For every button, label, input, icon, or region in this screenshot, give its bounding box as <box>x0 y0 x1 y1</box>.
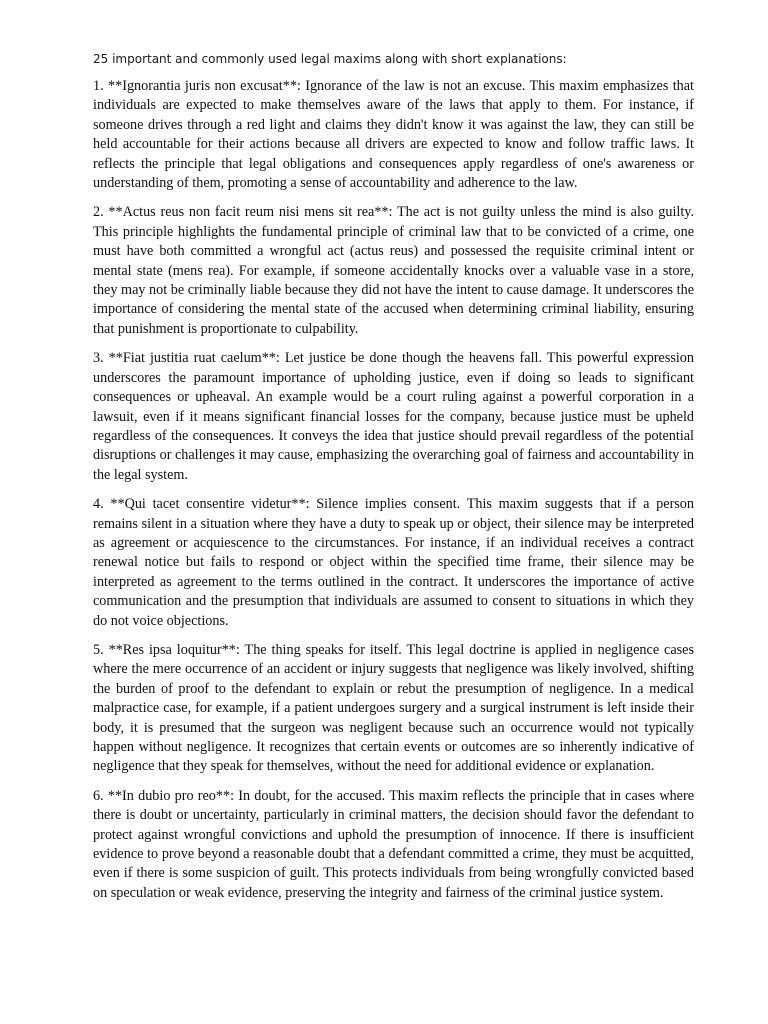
maxim-paragraph-4: 4. **Qui tacet consentire videtur**: Silence implies consent. This maxim suggests that if a person remains silent in a situation where they have a duty to speak up or object, their silence may be interpreted as agreement or acquiescence to the circumstances. For instance, if an individual receives a contract renewal notice but fails to respond or object within the specified time frame, their silence may be interpreted as agreement to the terms outlined in the contract. It underscores the importance of active communication and the presumption that individuals are assumed to consent to situations in which they do not voice objections. <box>93 496 694 629</box>
document-page <box>93 50 694 913</box>
maxim-paragraph-5: 5. **Res ipsa loquitur**: The thing speaks for itself. This legal doctrine is applied in negligence cases where the mere occurrence of an accident or injury suggests that negligence was likely involved, shifting the burden of proof to the defendant to explain or rebut the presumption of negligence. In a medical malpractice case, for example, if a patient undergoes surgery and a surgical instrument is left inside their body, it is presumed that the surgeon was negligent because such an occurrence would not typically happen without negligence. It recognizes that certain events or outcomes are so inherently indicative of negligence that they speak for themselves, without the need for additional evidence or explanation. <box>93 641 694 775</box>
maxim-paragraph-1: 1. **Ignorantia juris non excusat**: Ignorance of the law is not an excuse. This maxim emphasizes that individuals are expected to make themselves aware of the laws that apply to them. For instance, if someone drives through a red light and claims they didn't know it was against the law, they can still be held accountable for their actions because all drivers are expected to know and follow traffic laws. It reflects the principle that legal obligations and consequences apply regardless of one's awareness or understanding of them, promoting a sense of accountability and adherence to the law. <box>93 78 694 192</box>
maxim-paragraph-3: 3. **Fiat justitia ruat caelum**: Let justice be done though the heavens fall. This powerful expression underscores the paramount importance of upholding justice, even if doing so leads to significant consequences or upheaval. An example would be a court ruling against a powerful corporation in a lawsuit, even if it means significant financial losses for the company, because justice must be upheld regardless of the consequences. It conveys the idea that justice should prevail regardless of the potential disruptions or challenges it may cause, emphasizing the overarching goal of fairness and accountability in the legal system. <box>93 350 694 483</box>
document-heading: 25 important and commonly used legal maxims along with short explanations: <box>93 52 567 66</box>
maxim-paragraph-2: 2. **Actus reus non facit reum nisi mens sit rea**: The act is not guilty unless the mind is also guilty. This principle highlights the fundamental principle of criminal law that to be convicted of a crime, one must have both committed a wrongful act (actus reus) and possessed the requisite criminal intent or mental state (mens rea). For example, if someone accidentally knocks over a valuable vase in a store, they may not be criminally liable because they did not have the intent to cause damage. It underscores the importance of considering the mental state of the accused when determining criminal liability, ensuring that punishment is proportionate to culpability. <box>93 204 694 337</box>
maxim-paragraph-6: 6. **In dubio pro reo**: In doubt, for the accused. This maxim reflects the principle that in cases where there is doubt or uncertainty, particularly in criminal matters, the decision should favor the defendant to protect against wrongful convictions and uphold the presumption of innocence. If there is insufficient evidence to prove beyond a reasonable doubt that a defendant committed a crime, they must be acquitted, even if there is some suspicion of guilt. This protects individuals from being wrongfully convicted based on speculation or weak evidence, preserving the integrity and fairness of the criminal justice system. <box>93 787 694 901</box>
